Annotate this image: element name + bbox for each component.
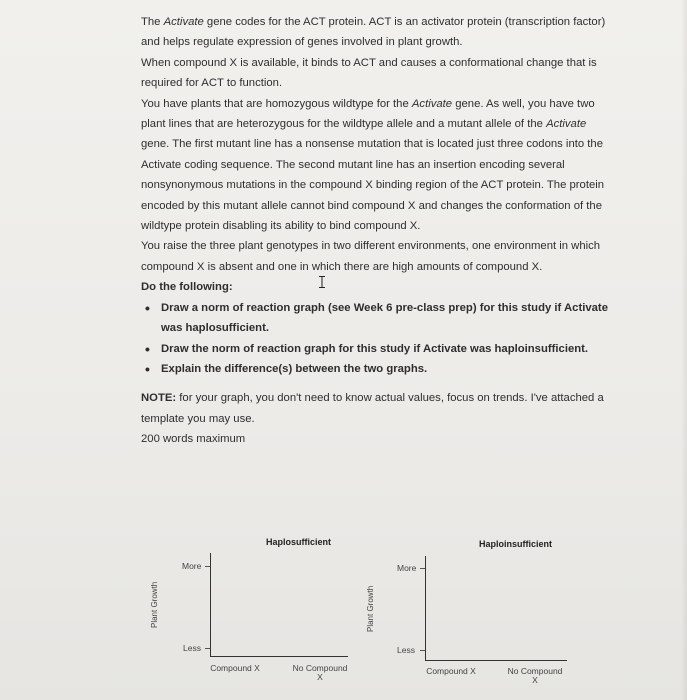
text-run: gene. The first mutant line has a nonsense mutation that is located just three codons into the Activate coding sequence. The second mutant line has an insertion encoding several nonsynonymous mutations in the compound X binding region of the ACT protein. The protein encoded by this mutant allele cannot bind compound X and changes the conformation of the wildtype protein disabling its ability to bind compound X. [141,138,605,233]
page-edge-shadow [681,0,687,700]
task-item: • Explain the difference(s) between the two graphs. [141,359,611,379]
task-item: • Draw a norm of reaction graph (see Week 6 pre-class prep) for this study if Activate was haplosufficient. [141,298,611,339]
paragraph-1 [141,12,611,53]
text-run: When compound X is available, it binds to ACT and causes a conformational change that is required for ACT to function. [141,56,597,90]
gene-name-italic: Activate [163,16,204,28]
gene-name-italic: Activate [411,97,453,110]
paragraph-2 [141,53,611,94]
y-tick-less: Less [397,645,415,655]
text-run: You raise the three plant genotypes in two different environments, one environment in which compound X is absent and one in which there are high amounts of compound X. [141,240,601,273]
paragraph-3 [141,94,611,237]
word-limit: 200 words maximum [141,433,246,446]
x-tick-no-compound-x: No Compound X [292,663,348,682]
y-tick-less: Less [183,643,201,653]
note [141,388,611,429]
y-tick-more: More [397,563,417,573]
chart-title: Haplosufficient [266,537,332,547]
chart-title: Haploinsufficient [479,539,553,549]
note-text: for your graph, you don't need to know actual values, focus on trends. I've attached a template you may use. [141,392,604,425]
x-axis [425,660,567,661]
paragraph-4 [141,236,611,277]
y-axis [210,553,211,656]
y-axis-label: Plant Growth [366,585,375,632]
x-tick-no-compound-x: No Compound X [507,666,563,685]
question-text [141,12,611,450]
note-label: NOTE: [141,392,177,405]
text-run: You have plants that are homozygous wildtype for the [141,97,412,110]
x-axis [210,656,348,657]
text-cursor-icon [318,276,326,288]
x-tick-compound-x: Compound X [426,666,476,676]
text-run: gene codes for the ACT protein. ACT is an activator protein (transcription factor) and helps regulate expression of genes involved in plant growth. [141,16,606,49]
y-axis-label: Plant Growth [150,581,159,628]
task-item: • Draw the norm of reaction graph for this study if Activate was haploinsufficient. [141,339,611,359]
y-axis [425,556,426,660]
task-list [141,298,611,380]
gene-name-italic: Activate [546,118,587,131]
text-run: The [141,16,164,28]
y-tick-more: More [182,561,202,571]
text-run: gene. As well, you have two plant lines that are heterozygous for the wildtype allele and a mutant allele of the [141,97,595,131]
x-tick-compound-x: Compound X [210,663,260,673]
instructions-heading: Do the following: [141,281,233,294]
